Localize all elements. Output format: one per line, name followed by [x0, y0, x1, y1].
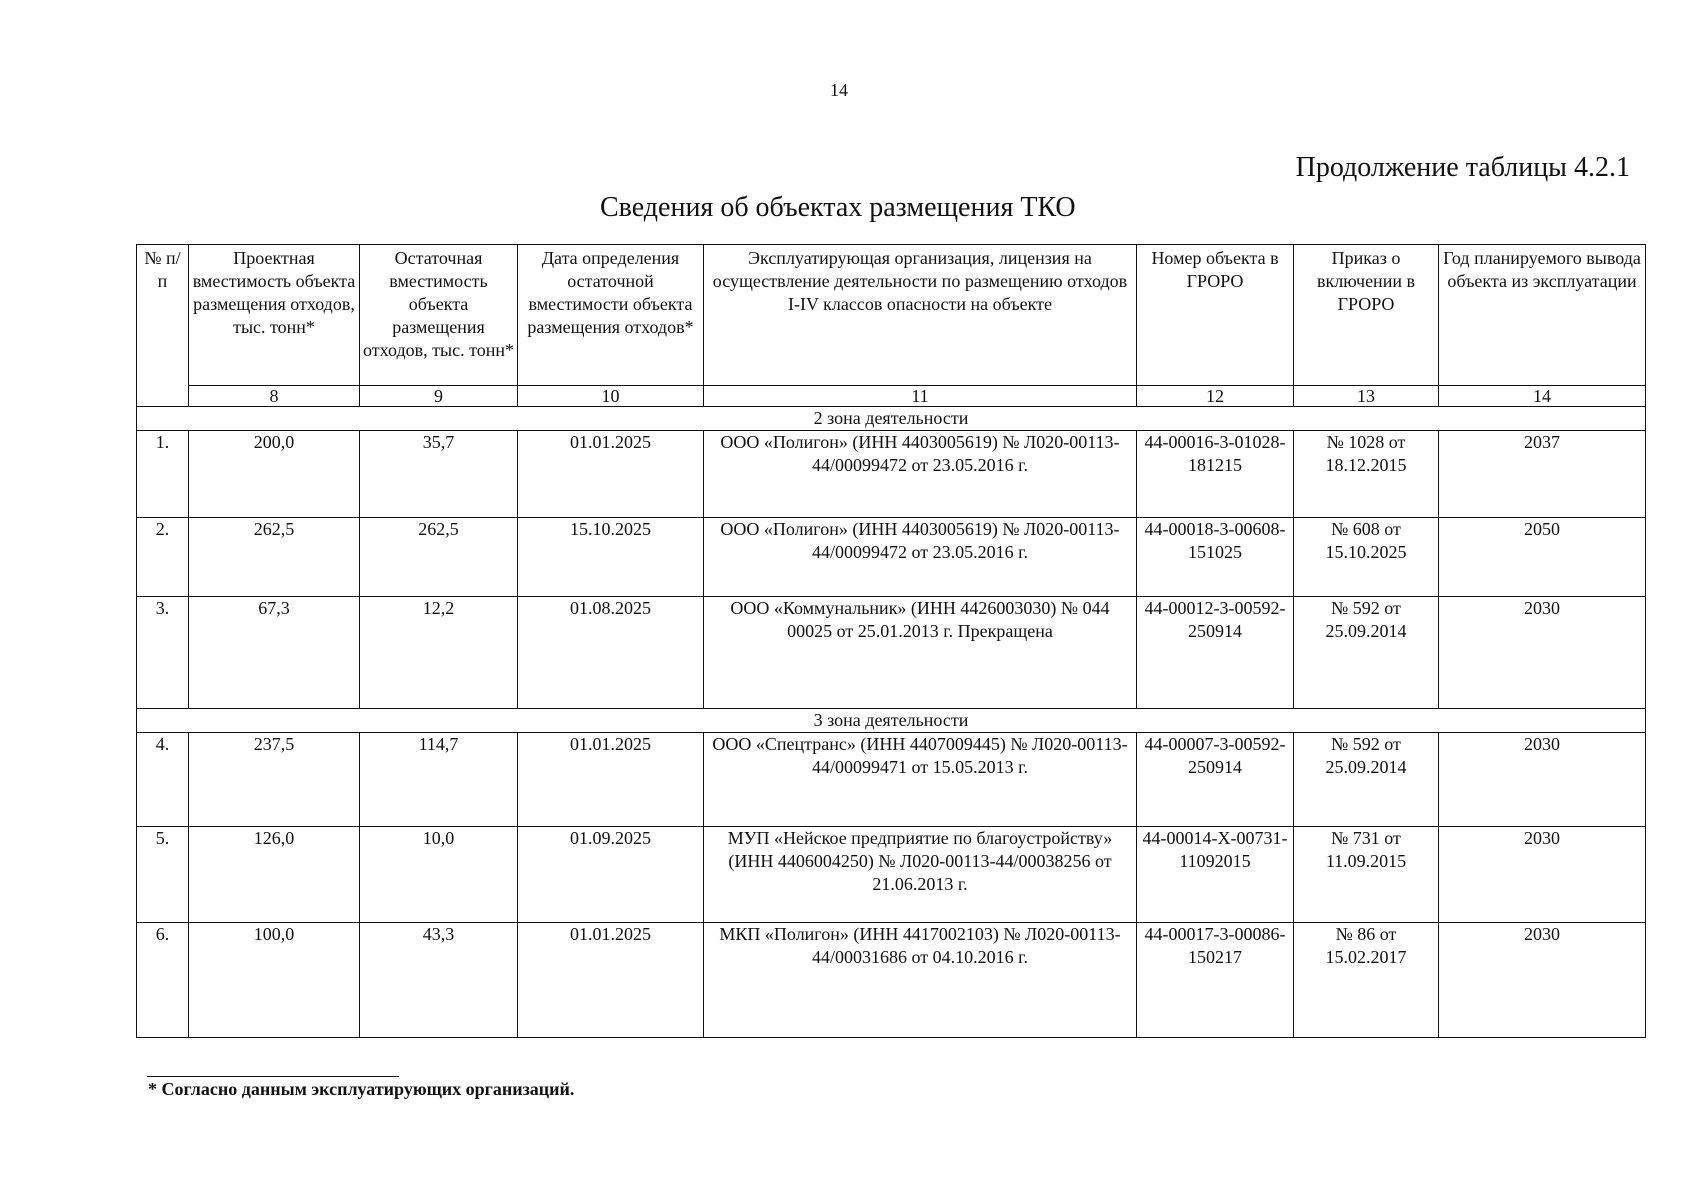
groro-order: № 592 от 25.09.2014 [1294, 597, 1439, 709]
table-continuation-label: Продолжение таблицы 4.2.1 [1295, 152, 1630, 183]
decommission-year: 2030 [1439, 597, 1646, 709]
header-cell: Дата определения остаточной вместимости объекта размещения отходов* [518, 245, 704, 386]
header-cell: Номер объекта в ГРОРО [1137, 245, 1294, 386]
footnote: * Согласно данным эксплуатирующих организаций. [148, 1079, 575, 1099]
row-number: 1. [137, 431, 189, 518]
remaining-capacity: 114,7 [360, 733, 518, 827]
design-capacity: 237,5 [189, 733, 360, 827]
groro-order: № 608 от 15.10.2025 [1294, 518, 1439, 597]
decommission-year: 2050 [1439, 518, 1646, 597]
groro-order: № 86 от 15.02.2017 [1294, 923, 1439, 1038]
groro-number: 44-00017-3-00086-150217 [1137, 923, 1294, 1038]
operator-org: ООО «Спецтранс» (ИНН 4407009445) № Л020-00113-44/00099471 от 15.05.2013 г. [704, 733, 1137, 827]
table-row [137, 733, 1646, 827]
assessment-date: 01.01.2025 [518, 923, 704, 1038]
groro-order: № 592 от 25.09.2014 [1294, 733, 1439, 827]
column-number: 8 [189, 386, 360, 407]
assessment-date: 01.01.2025 [518, 733, 704, 827]
zone-row [137, 407, 1646, 431]
assessment-date: 01.08.2025 [518, 597, 704, 709]
zone-label: 2 зона деятельности [137, 407, 1646, 431]
design-capacity: 100,0 [189, 923, 360, 1038]
remaining-capacity: 35,7 [360, 431, 518, 518]
decommission-year: 2037 [1439, 431, 1646, 518]
header-cell: Год планируемого вывода объекта из эксплуатации [1439, 245, 1646, 386]
header-cell: Проектная вместимость объекта размещения отходов, тыс. тонн* [189, 245, 360, 386]
groro-number: 44-00014-Х-00731-11092015 [1137, 827, 1294, 923]
groro-number: 44-00012-3-00592-250914 [1137, 597, 1294, 709]
design-capacity: 262,5 [189, 518, 360, 597]
column-number: 13 [1294, 386, 1439, 407]
assessment-date: 15.10.2025 [518, 518, 704, 597]
groro-order: № 731 от 11.09.2015 [1294, 827, 1439, 923]
assessment-date: 01.09.2025 [518, 827, 704, 923]
decommission-year: 2030 [1439, 733, 1646, 827]
header-cell: Приказ о включении в ГРОРО [1294, 245, 1439, 386]
column-number: 12 [1137, 386, 1294, 407]
row-number: 4. [137, 733, 189, 827]
table-row [137, 827, 1646, 923]
row-number: 5. [137, 827, 189, 923]
remaining-capacity: 10,0 [360, 827, 518, 923]
table-row [137, 518, 1646, 597]
remaining-capacity: 43,3 [360, 923, 518, 1038]
table-row [137, 597, 1646, 709]
operator-org: МКП «Полигон» (ИНН 4417002103) № Л020-00113-44/00031686 от 04.10.2016 г. [704, 923, 1137, 1038]
operator-org: МУП «Нейское предприятие по благоустройству» (ИНН 4406004250) № Л020-00113-44/00038256 от 21.06.2013 г. [704, 827, 1137, 923]
column-number-row [137, 386, 1646, 407]
design-capacity: 126,0 [189, 827, 360, 923]
header-cell: Остаточная вместимость объекта размещения отходов, тыс. тонн* [360, 245, 518, 386]
assessment-date: 01.01.2025 [518, 431, 704, 518]
page-number: 14 [830, 80, 848, 100]
groro-number: 44-00007-3-00592-250914 [1137, 733, 1294, 827]
decommission-year: 2030 [1439, 827, 1646, 923]
objects-table [136, 244, 1646, 1038]
column-number: 10 [518, 386, 704, 407]
footnote-separator [147, 1076, 399, 1077]
header-cell: № п/п [137, 245, 189, 407]
header-row [137, 245, 1646, 386]
groro-order: № 1028 от 18.12.2015 [1294, 431, 1439, 518]
operator-org: ООО «Полигон» (ИНН 4403005619) № Л020-00113-44/00099472 от 23.05.2016 г. [704, 431, 1137, 518]
groro-number: 44-00018-3-00608-151025 [1137, 518, 1294, 597]
zone-label: 3 зона деятельности [137, 709, 1646, 733]
table-row [137, 431, 1646, 518]
design-capacity: 200,0 [189, 431, 360, 518]
header-cell: Эксплуатирующая организация, лицензия на осуществление деятельности по размещению отходов I-IV классов опасности на объекте [704, 245, 1137, 386]
groro-number: 44-00016-3-01028-181215 [1137, 431, 1294, 518]
table-row [137, 923, 1646, 1038]
zone-row [137, 709, 1646, 733]
page-title: Сведения об объектах размещения ТКО [600, 192, 1076, 223]
row-number: 2. [137, 518, 189, 597]
design-capacity: 67,3 [189, 597, 360, 709]
row-number: 6. [137, 923, 189, 1038]
column-number: 11 [704, 386, 1137, 407]
remaining-capacity: 262,5 [360, 518, 518, 597]
operator-org: ООО «Полигон» (ИНН 4403005619) № Л020-00113-44/00099472 от 23.05.2016 г. [704, 518, 1137, 597]
remaining-capacity: 12,2 [360, 597, 518, 709]
operator-org: ООО «Коммунальник» (ИНН 4426003030) № 044 00025 от 25.01.2013 г. Прекращена [704, 597, 1137, 709]
decommission-year: 2030 [1439, 923, 1646, 1038]
column-number: 14 [1439, 386, 1646, 407]
column-number: 9 [360, 386, 518, 407]
row-number: 3. [137, 597, 189, 709]
